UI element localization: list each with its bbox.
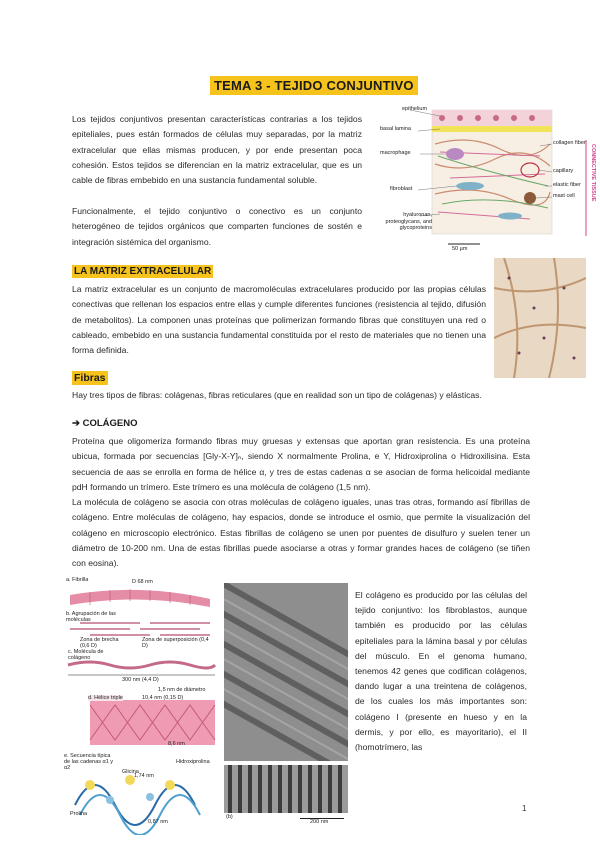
colageno-paragraph-2: La molécula de colágeno se asocia con otras moléculas de colágeno iguales, unas tras otras, formando así fibrillas de colágeno. Entre moléculas de colágeno, hay espacios, donde se introduce el osmio, que permite la visualización del colágeno en microscopio electrónico. Estas fibrillas de colágeno se unen por puentes de disulfuro y suelen tener un diámetro de 10-200 nm. Una de estas fibrillas puede asociarse a otras y formar grandes haces de colágeno (se tiñen con eosina). xyxy=(72,497,530,569)
label-micrograph-b: (b) xyxy=(226,814,233,820)
label-elastic-fiber: elastic fiber xyxy=(553,182,581,188)
colageno-paragraph-1: Proteína que oligomeriza formando fibras muy gruesas y extensas que aportan gran resistencia. Es una proteína ubicua, formada por secuencias [Gly-X-Y]ₙ, siendo X normalmente Prolina, e Y, Hidroxiprolina o Hidroxilisina. Esta secuencia de aas se enrolla en forma de hélice α, y tres de estas cadenas α se asocian de forma helicoidal mediante pdH formando un trímero. Este trímero es una molécula de colágeno (1,5 nm). xyxy=(72,436,530,492)
label-helice-triple: d. Hélice triple xyxy=(88,695,123,701)
collagen-em-micrograph-b xyxy=(224,765,348,813)
label-epithelium: epithelium xyxy=(402,106,428,112)
label-1-74nm: 1,74 nm xyxy=(134,773,154,779)
label-200nm: 200 nm xyxy=(310,819,329,825)
connective-tissue-diagram xyxy=(380,104,600,256)
label-connective-tissue: CONNECTIVE TISSUE xyxy=(590,144,596,202)
label-hidroxiprolina: Hidroxiprolina xyxy=(176,759,210,765)
matriz-paragraph: La matriz extracelular es un conjunto de macromoléculas extracelulares producido por las propias células conectivas que rellenan los espacios entre ellas y cumple diferentes funciones (resistencia al tejido, difusión de metabolitos). La componen unas proteínas que polimerizan formando fibras que constituyen una red o cableado, embebido en una sustancia fundamental constituida por el resto de materiales que no tienen una forma definida. xyxy=(72,284,486,356)
collagen-structure-figure xyxy=(60,575,220,835)
intro-paragraph-1: Los tejidos conjuntivos presentan características contrarias a los tejidos epiteliales, pues están formados de células muy separadas, por la matriz extracelular que ellas mismas producen, y por ende presentan poca cohesión. Estos tejidos se diferencian en la matriz extracelular, que es un cable de fibras embebido en una sustancia fundamental soluble. xyxy=(72,114,362,186)
label-10-4nm: 10,4 nm (0,15 D) xyxy=(142,695,184,701)
label-diametro: 1,5 nm de diámetro xyxy=(158,687,206,693)
label-collagen-fiber: collagen fiber xyxy=(553,140,586,146)
label-capillary: capillary xyxy=(553,168,574,174)
label-8-6nm: 8,6 nm xyxy=(168,741,185,747)
label-zona-brecha: Zona de brecha (0,6 D) xyxy=(80,637,119,649)
connective-tissue-micrograph xyxy=(494,258,586,378)
label-secuencia: e. Secuencia típica de las cadenas α1 y α2 xyxy=(64,753,114,771)
em-fibril-bands xyxy=(224,583,348,761)
label-molecula: c. Molécula de colágeno xyxy=(68,649,104,661)
label-hyaluronan: hyaluronan, proteoglycans, and glycoproteins xyxy=(385,212,432,231)
heading-colageno: ➔ COLÁGENO xyxy=(72,418,138,429)
page-number: 1 xyxy=(522,804,527,813)
page-title: TEMA 3 - TEJIDO CONJUNTIVO xyxy=(210,76,418,95)
label-glicina: Glicina xyxy=(122,769,139,775)
label-scale-50um: 50 µm xyxy=(452,246,468,252)
label-dim-68nm: D 68 nm xyxy=(132,579,153,585)
label-agrupacion: b. Agrupación de las moléculas xyxy=(66,611,116,623)
collagen-em-micrograph-a xyxy=(224,583,348,761)
label-prolina: Prolina xyxy=(70,811,88,817)
heading-matriz-extracelular: LA MATRIZ EXTRACELULAR xyxy=(74,266,212,277)
fibras-paragraph: Hay tres tipos de fibras: colágenas, fibras reticulares (que en realidad son un tipo de colágenas) y elásticas. xyxy=(72,390,482,400)
em-banding-pattern xyxy=(224,765,348,813)
heading-fibras: Fibras xyxy=(74,372,106,384)
micrograph-fibers xyxy=(494,258,586,378)
label-fibrilla: a. Fibrilla xyxy=(66,577,89,583)
connective-tissue-figure xyxy=(380,104,600,256)
label-fibroblast: fibroblast xyxy=(390,186,413,192)
label-mast-cell: mast cell xyxy=(553,193,575,199)
label-macrophage: macrophage xyxy=(380,150,411,156)
label-0-87nm: 0,87 nm xyxy=(148,819,168,825)
label-300nm: 300 nm (4,4 D) xyxy=(122,677,159,683)
label-zona-superposicion: Zona de superposición (0,4 D) xyxy=(142,637,209,649)
colageno-side-paragraph: El colágeno es producido por las células del tejido conjuntivo: los fibroblastos, aunque también es producido por las células epiteliales para la lámina basal y por células del músculo. En el genoma humano, tenemos 42 genes que codifican colágenos, dando lugar a una treintena de colágenos, de los cuales los más importantes son: colágeno I (presente en hueso y en la dermis, y por ello, es mayoritario), el II (homotrímero, las xyxy=(355,590,527,753)
intro-paragraph-2: Funcionalmente, el tejido conjuntivo o conectivo es un conjunto heterogéneo de tejidos orgánicos que comparten funciones de sostén e integración sistémica del organismo. xyxy=(72,206,362,247)
label-basal-lamina: basal lamina xyxy=(380,126,411,132)
